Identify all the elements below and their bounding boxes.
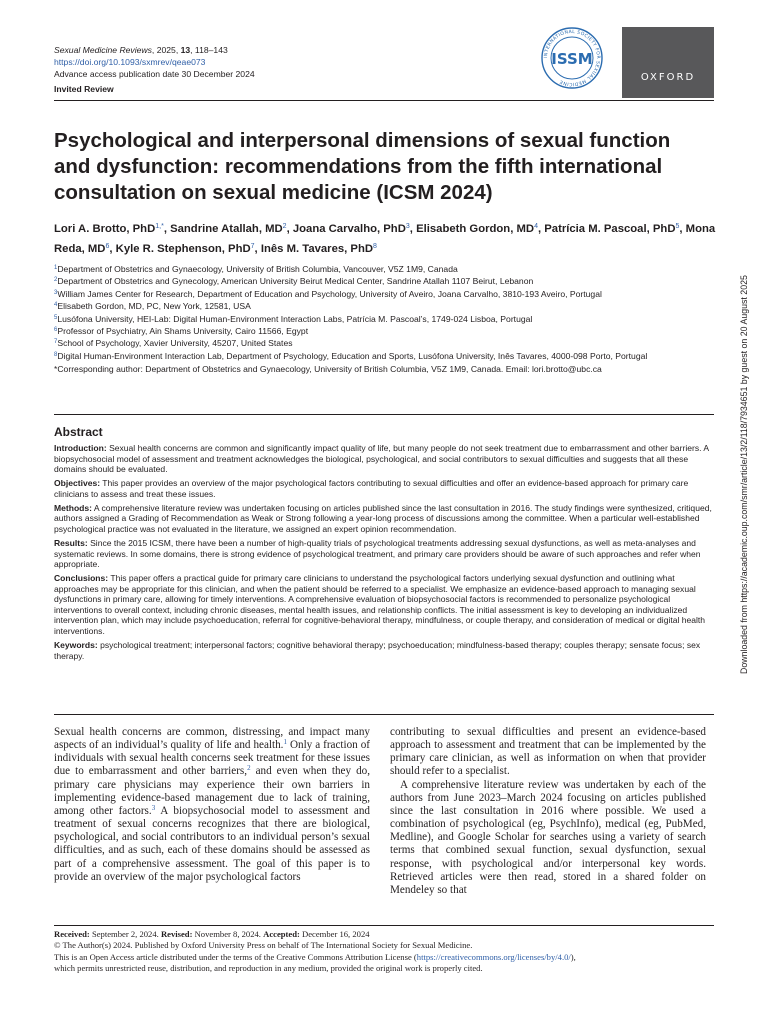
advance-access-date: Advance access publication date 30 December 2024	[54, 69, 255, 79]
copyright-notice: © The Author(s) 2024. Published by Oxford University Press on behalf of The International Society for Sexual Medicine.	[54, 940, 473, 951]
footer-divider	[54, 925, 714, 926]
author-name: Elisabeth Gordon, MD	[416, 223, 535, 235]
affiliation-item: $^1$Department of Obstetrics and Gynaecology, University of British Columbia, Vancouver, V5Z 1M9, Canada	[54, 264, 458, 274]
author-affiliation-ref[interactable]: 2	[282, 223, 287, 230]
affiliation-item: $^7$School of Psychology, Xavier University, 45207, United States	[54, 338, 293, 349]
author-name: Lori A. Brotto, PhD	[54, 223, 156, 235]
publication-dates: Received: September 2, 2024. Revised: November 8, 2024. Accepted: December 16, 2024	[54, 929, 370, 939]
issm-logo-text: ISSM	[551, 50, 593, 68]
author-affiliation-ref[interactable]: 5	[675, 223, 680, 230]
author-name: Patrícia M. Pascoal, PhD	[544, 223, 676, 235]
abstract-bottom-divider	[54, 714, 714, 715]
article-type: Invited Review	[54, 84, 114, 94]
body-column-left	[54, 726, 370, 884]
body-paragraph: A comprehensive literature review was undertaken by each of the authors from June 2023–March 2024 focusing on articles published since the last consultation in 2016 where possible. We used a combination of psychological (eg, PsychInfo), medical (eg, PubMed, Medline), and Google Scholar for searches using a variety of search terms that combined sexual function, sexual dysfunction, sexual response, with psychological and/or interpersonal key words. Retrieved articles were then read, stored in a shared folder on Mendeley so that	[390, 778, 706, 896]
author-name: Inês M. Tavares, PhD	[260, 243, 374, 255]
author-name: Kyle R. Stephenson, PhD	[115, 243, 251, 255]
license-notice-continued: which permits unrestricted reuse, distribution, and reproduction in any medium, provided the original work is properly cited.	[54, 962, 483, 973]
citation-ref[interactable]: 1	[283, 738, 287, 747]
affiliation-list	[54, 263, 719, 376]
author-name: Joana Carvalho, PhD	[292, 223, 406, 235]
abstract-top-divider	[54, 414, 714, 415]
affiliation-item: $^3$William James Center for Research, Department of Education and Psychology, University of Aveiro, Joana Carvalho, 3810-193 Aveiro, Portugal	[54, 288, 602, 299]
author-name: Mona Reda, MD	[54, 223, 716, 255]
license-notice: This is an Open Access article distributed under the terms of the Creative Commons Attribution License (https://creativecommons.org/licenses/by/4.0/),	[54, 951, 576, 962]
citation-ref[interactable]: 3	[151, 803, 156, 812]
abstract-section: Introduction: Sexual health concerns are common and significantly impact quality of life, but many people do not seek treatment due to embarrassment and other barriers. A biopsychosocial model of assessment and treatment acknowledges the biological, psychological, and social contributors to sexual difficulties and suggests that all these domains should be evaluated.	[54, 443, 709, 475]
oxford-logo-text: OXFORD	[640, 72, 696, 83]
author-name: Sandrine Atallah, MD	[170, 223, 283, 235]
oxford-logo[interactable]	[622, 27, 714, 98]
affiliation-item: $^5$Lusófona University, HEI-Lab: Digital Human-Environment Interaction Labs, Patrícia M. Pascoal’s, 1749-024 Lisboa, Portugal	[54, 313, 533, 324]
corresponding-author: *Corresponding author: Department of Obstetrics and Gynaecology, University of British Columbia, V5Z 1M9, Canada. Email: lori.brotto@ubc.ca	[54, 364, 602, 375]
abstract-section: Conclusions: This paper offers a practical guide for primary care clinicians to understand the psychological factors underlying sexual dysfunction and outlining what approaches may be appropriate for this clinician, and when the patient should be referred to a specialist. We emphasize an evidence-based approach to managing sexual dysfunctions in primary care, allowing for timely interventions. A comprehensive evaluation of biopsychosocial factors is recommended to personalize psychological interventions to overall context, including chronic diseases, mental health issues, and relationship conflicts. The initial assessment is key to developing an individualized intervention plan, which may include psychoeducation, referral for cognitive-behavioral therapy, mindfulness, or couple therapy, and consideration of medical or digital health interventions.	[54, 573, 706, 637]
author-affiliation-ref[interactable]: 4	[534, 223, 538, 230]
article-footer	[54, 929, 714, 974]
author-affiliation-ref[interactable]: 3	[405, 223, 410, 230]
header-divider	[54, 100, 714, 101]
keywords: Keywords: psychological treatment; interpersonal factors; cognitive behavioral therapy; psychoeducation; mindfulness-based therapy; couples therapy; sensate focus; sex therapy.	[54, 640, 701, 661]
doi-link[interactable]: https://doi.org/10.1093/sxmrev/qeae073	[54, 57, 206, 67]
author-list: Lori A. Brotto, PhD$^{1,*}$, Sandrine Atallah, $MD^2$, Joana Carvalho, PhD$^3$, Elisabeth Gordon, $MD^4$, Patrícia M. Pascoal, PhD$^5$, Mona Reda, $MD^6$, Kyle R. Stephenson, PhD$^7$, Inês M. Tavares, PhD$^8$	[54, 223, 716, 255]
body-paragraph: Sexual health concerns are common, distressing, and impact many aspects of an individual’s quality of life and health.$^1$ Only a fraction of individuals with sexual health concerns seek treatment for these issues due to embarrassment and other barriers,$^2$ and even when they do, primary care physicians may experience their own barriers in implementing evidence-based management due to lack of training, among other factors.$^3$ A biopsychosocial model to assessment and treatment of sexual concerns recognizes that there are biological, psychological, and social contributors to an individual person’s sexual difficulties, and as such, each of these domains should be assessed as part of a comprehensive assessment. The goal of this paper is to provide an overview of the major psychological factors	[54, 726, 371, 883]
affiliation-item: $^6$Professor of Psychiatry, Ain Shams University, Cairo 11566, Egypt	[54, 326, 309, 337]
affiliation-item: $^4$Elisabeth Gordon, MD, PC, New York, 12581, USA	[54, 301, 251, 312]
author-affiliation-ref[interactable]: 1,*	[155, 223, 164, 230]
author-affiliation-ref[interactable]: 7	[250, 243, 255, 250]
download-watermark: Downloaded from https://academic.oup.com/smr/article/13/2/118/7934651 by guest on 20 August 2025	[739, 275, 749, 674]
abstract-section: Methods: A comprehensive literature review was undertaken focusing on articles published since the last consultation in 2016. The study findings were synthesized, critiqued, authors assigned a Grading of Recommendation as Weak or Strong following a year-long process of discussions among the committee. When a particular well-established psychological practice was not evaluated in the literature, we assigned an expert opinion recommendation.	[54, 502, 712, 534]
svg-text:INTERNATIONAL SOCIETY FOR SEXU: INTERNATIONAL SOCIETY FOR SEXUAL MEDICINE	[543, 29, 601, 87]
citation-ref[interactable]: 2	[247, 764, 251, 773]
journal-citation: Sexual Medicine Reviews, 2025, 13, 118–143	[54, 45, 228, 55]
author-affiliation-ref[interactable]: 6	[105, 243, 110, 250]
issm-logo[interactable]	[540, 26, 604, 90]
body-paragraph: contributing to sexual difficulties and present an evidence-based approach to assessment and treatment that can be implemented by the primary care clinician, as well as information on when that provider should refer to a specialist.	[390, 726, 706, 778]
license-link[interactable]: https://creativecommons.org/licenses/by/4.0/	[416, 951, 571, 962]
abstract-body	[54, 443, 714, 665]
affiliation-item: $^8$Digital Human-Environment Interaction Lab, Department of Psychology, Education and Sports, Lusófona University, Inês Tavares, 4000-098 Porto, Portugal	[54, 350, 648, 361]
body-column-right	[390, 726, 706, 897]
article-title: Psychological and interpersonal dimensions of sexual function and dysfunction: recommendations from the fifth international consultation on sexual medicine (ICSM 2024)	[54, 129, 671, 204]
abstract-section: Results: Since the 2015 ICSM, there have been a number of high-quality trials of psychological treatments addressing sexual dysfunctions, as well as meta-analyses and systematic reviews. In some domains, there is strong evidence of psychological treatment, and primary care providers should be aware of such approaches and refer when appropriate.	[54, 537, 701, 570]
journal-volume: 13	[180, 45, 191, 55]
abstract-section: Objectives: This paper provides an overview of the major psychological factors contributing to sexual difficulties and offer an evidence-based approach for primary care clinicians to assess and treat these issues.	[54, 478, 689, 499]
affiliation-item: $^2$Department of Obstetrics and Gynecology, American University Beirut Medical Center, Sandrine Atallah 1107 Beirut, Lebanon	[54, 276, 534, 287]
author-affiliation-ref[interactable]: 8	[373, 243, 377, 250]
abstract-heading: Abstract	[54, 425, 103, 439]
journal-name: Sexual Medicine Reviews	[54, 45, 152, 55]
